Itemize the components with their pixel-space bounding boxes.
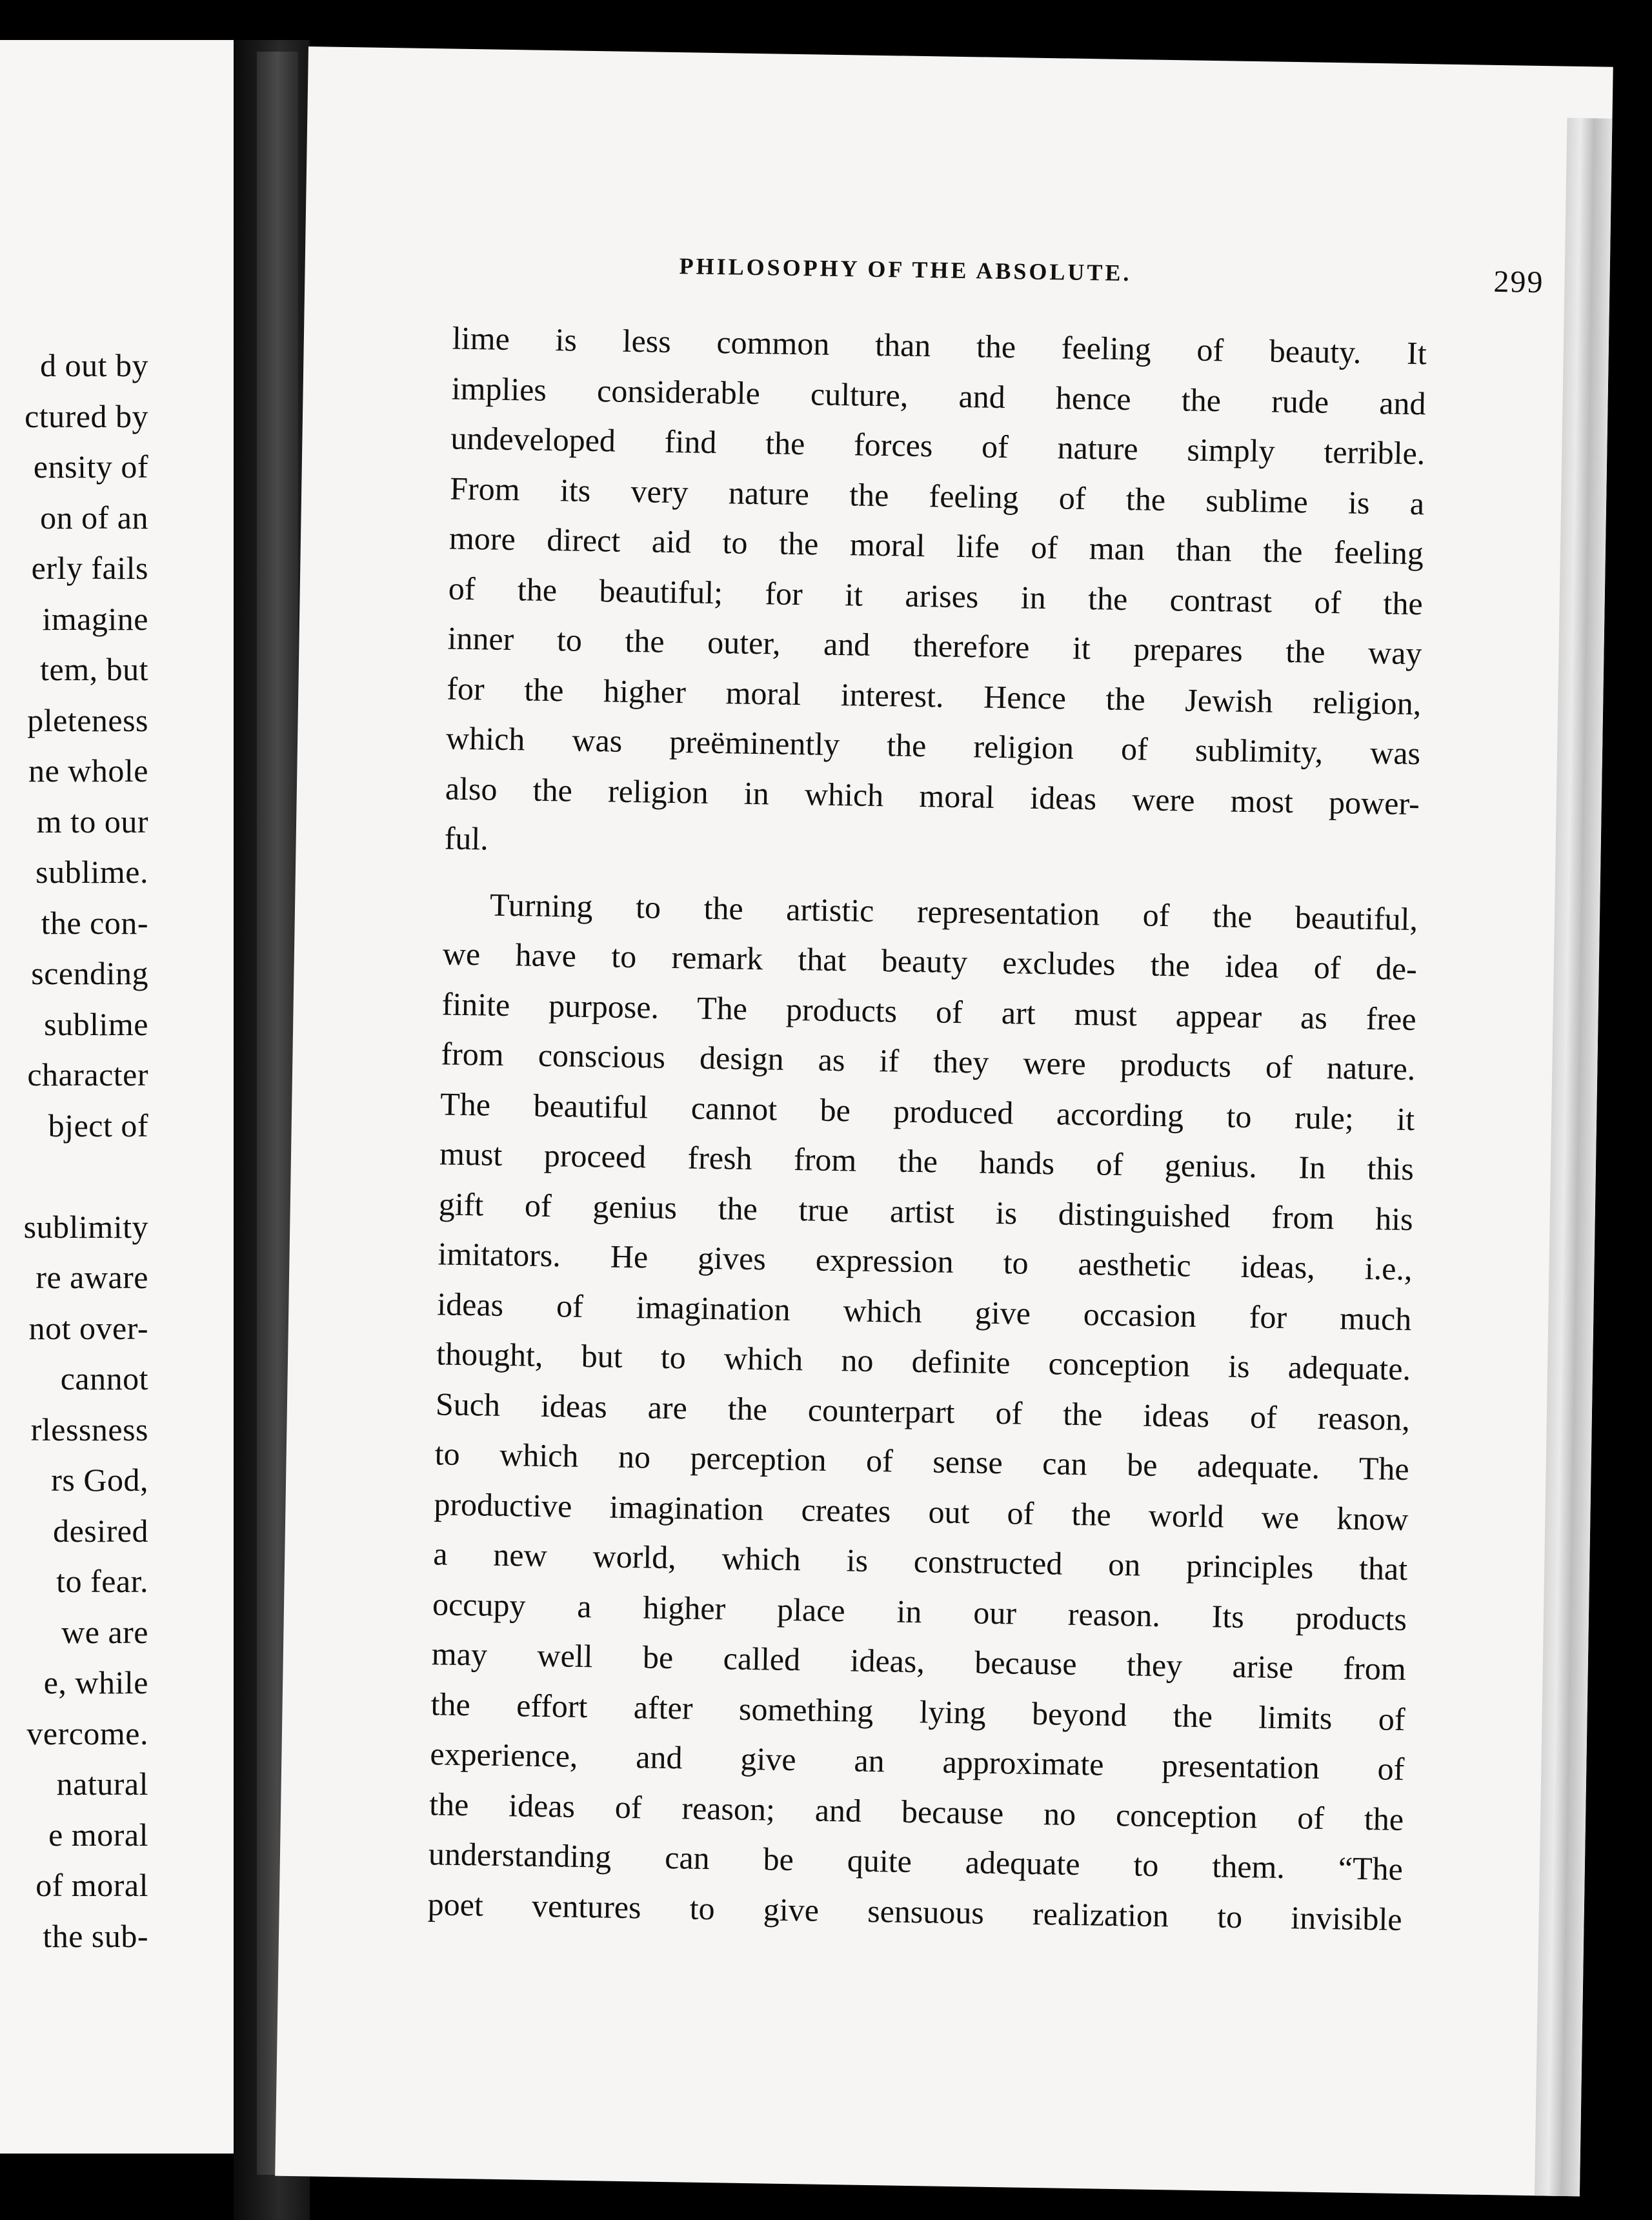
text-line: productive imagination creates out of the world we know (434, 1485, 1409, 1537)
left-line: natural (56, 1766, 148, 1802)
left-line: rs God, (51, 1462, 148, 1498)
left-line: d out by (40, 347, 148, 383)
left-line: pleteness (27, 701, 148, 738)
text-line: Turning to the artistic representation of the beautiful, (489, 886, 1418, 937)
left-line: e moral (48, 1816, 148, 1853)
left-line: imagine (42, 600, 148, 637)
left-line: we are (61, 1613, 148, 1650)
left-line: to fear. (56, 1563, 148, 1599)
left-line: re aware (35, 1259, 148, 1295)
text-line: finite purpose. The products of art must appear as free (441, 985, 1416, 1037)
text-line: ful. (444, 820, 489, 857)
left-line: ctured by (25, 398, 148, 434)
text-line: undeveloped find the forces of nature simply terrible. (450, 419, 1425, 472)
left-line: desired (53, 1512, 148, 1549)
text-line: which was preëminently the religion of sublimity, was (445, 720, 1421, 772)
text-line: occupy a higher place in our reason. Its products (432, 1585, 1407, 1637)
text-line: inner to the outer, and therefore it prepares the way (447, 620, 1422, 672)
text-line: poet ventures to give sensuous realization to invisible (427, 1885, 1403, 1937)
paragraph (444, 314, 1427, 879)
body-text (427, 314, 1427, 1944)
text-line: Such ideas are the counterpart of the ideas of reason, (435, 1385, 1411, 1437)
left-line: erly fails (31, 550, 148, 586)
text-line: implies considerable culture, and hence the rude and (451, 370, 1426, 421)
left-line: character (27, 1056, 148, 1093)
text-line: for the higher moral interest. Hence the Jewish religion, (446, 669, 1422, 722)
left-line: sublime (44, 1005, 148, 1042)
text-line: The beautiful cannot be produced according to rule; it (439, 1085, 1415, 1137)
text-line: gift of genius the true artist is distinguished from his (438, 1185, 1414, 1237)
text-line: more direct aid to the moral life of man than the feeling (448, 520, 1424, 572)
text-line: may well be called ideas, because they arise from (431, 1635, 1407, 1688)
text-line: must proceed fresh from the hands of genius. In this (439, 1135, 1415, 1187)
paragraph (427, 879, 1418, 1944)
text-line: the ideas of reason; and because no conception of the (428, 1785, 1404, 1837)
left-line: cannot (60, 1360, 148, 1397)
left-line: not over- (28, 1309, 148, 1346)
text-line: of the beautiful; for it arises in the contrast of the (448, 570, 1424, 621)
text-line: lime is less common than the feeling of beauty. It (452, 319, 1427, 372)
text-line: a new world, which is constructed on principles that (432, 1535, 1408, 1588)
text-line: ideas of imagination which give occasion for much (436, 1285, 1412, 1337)
left-line: m to our (36, 803, 148, 840)
text-line: From its very nature the feeling of the sublime is a (449, 470, 1425, 521)
left-line: bject of (48, 1107, 148, 1144)
left-line: ne whole (28, 752, 148, 789)
left-line: on of an (40, 499, 148, 536)
text-line: understanding can be quite adequate to them. “The (428, 1835, 1404, 1887)
running-head (679, 252, 1544, 318)
left-line: ensity of (33, 449, 148, 485)
left-line: rlessness (30, 1411, 148, 1448)
page-number: 299 (1493, 264, 1544, 300)
right-page (275, 46, 1613, 2196)
left-page-text (0, 340, 148, 1961)
text-line: also the religion in which moral ideas were most power- (445, 769, 1420, 822)
left-line: the sub- (43, 1917, 148, 1954)
left-line: the con- (41, 904, 148, 941)
left-line: tem, but (40, 651, 148, 687)
left-page-fragment (0, 40, 234, 2154)
left-line-blank (0, 1151, 148, 1202)
left-line: e, while (43, 1664, 148, 1700)
running-title: PHILOSOPHY OF THE ABSOLUTE. (679, 253, 1132, 287)
left-line: vercome. (26, 1715, 148, 1751)
left-line: of moral (35, 1867, 148, 1903)
page-edge (1534, 118, 1613, 2197)
text-line: thought, but to which no definite conception is adequate. (436, 1335, 1411, 1388)
text-line: the effort after something lying beyond the limits of (430, 1685, 1405, 1737)
text-line: to which no perception of sense can be adequate. The (434, 1435, 1410, 1488)
text-line: from conscious design as if they were products of nature. (441, 1035, 1416, 1087)
left-line: sublime. (35, 854, 148, 890)
text-line: we have to remark that beauty excludes the idea of de- (442, 935, 1418, 987)
text-line: experience, and give an approximate presentation of (430, 1735, 1405, 1788)
text-line: imitators. He gives expression to aesthetic ideas, i.e., (438, 1235, 1413, 1287)
left-line: sublimity (23, 1208, 148, 1245)
left-line: scending (31, 955, 148, 991)
